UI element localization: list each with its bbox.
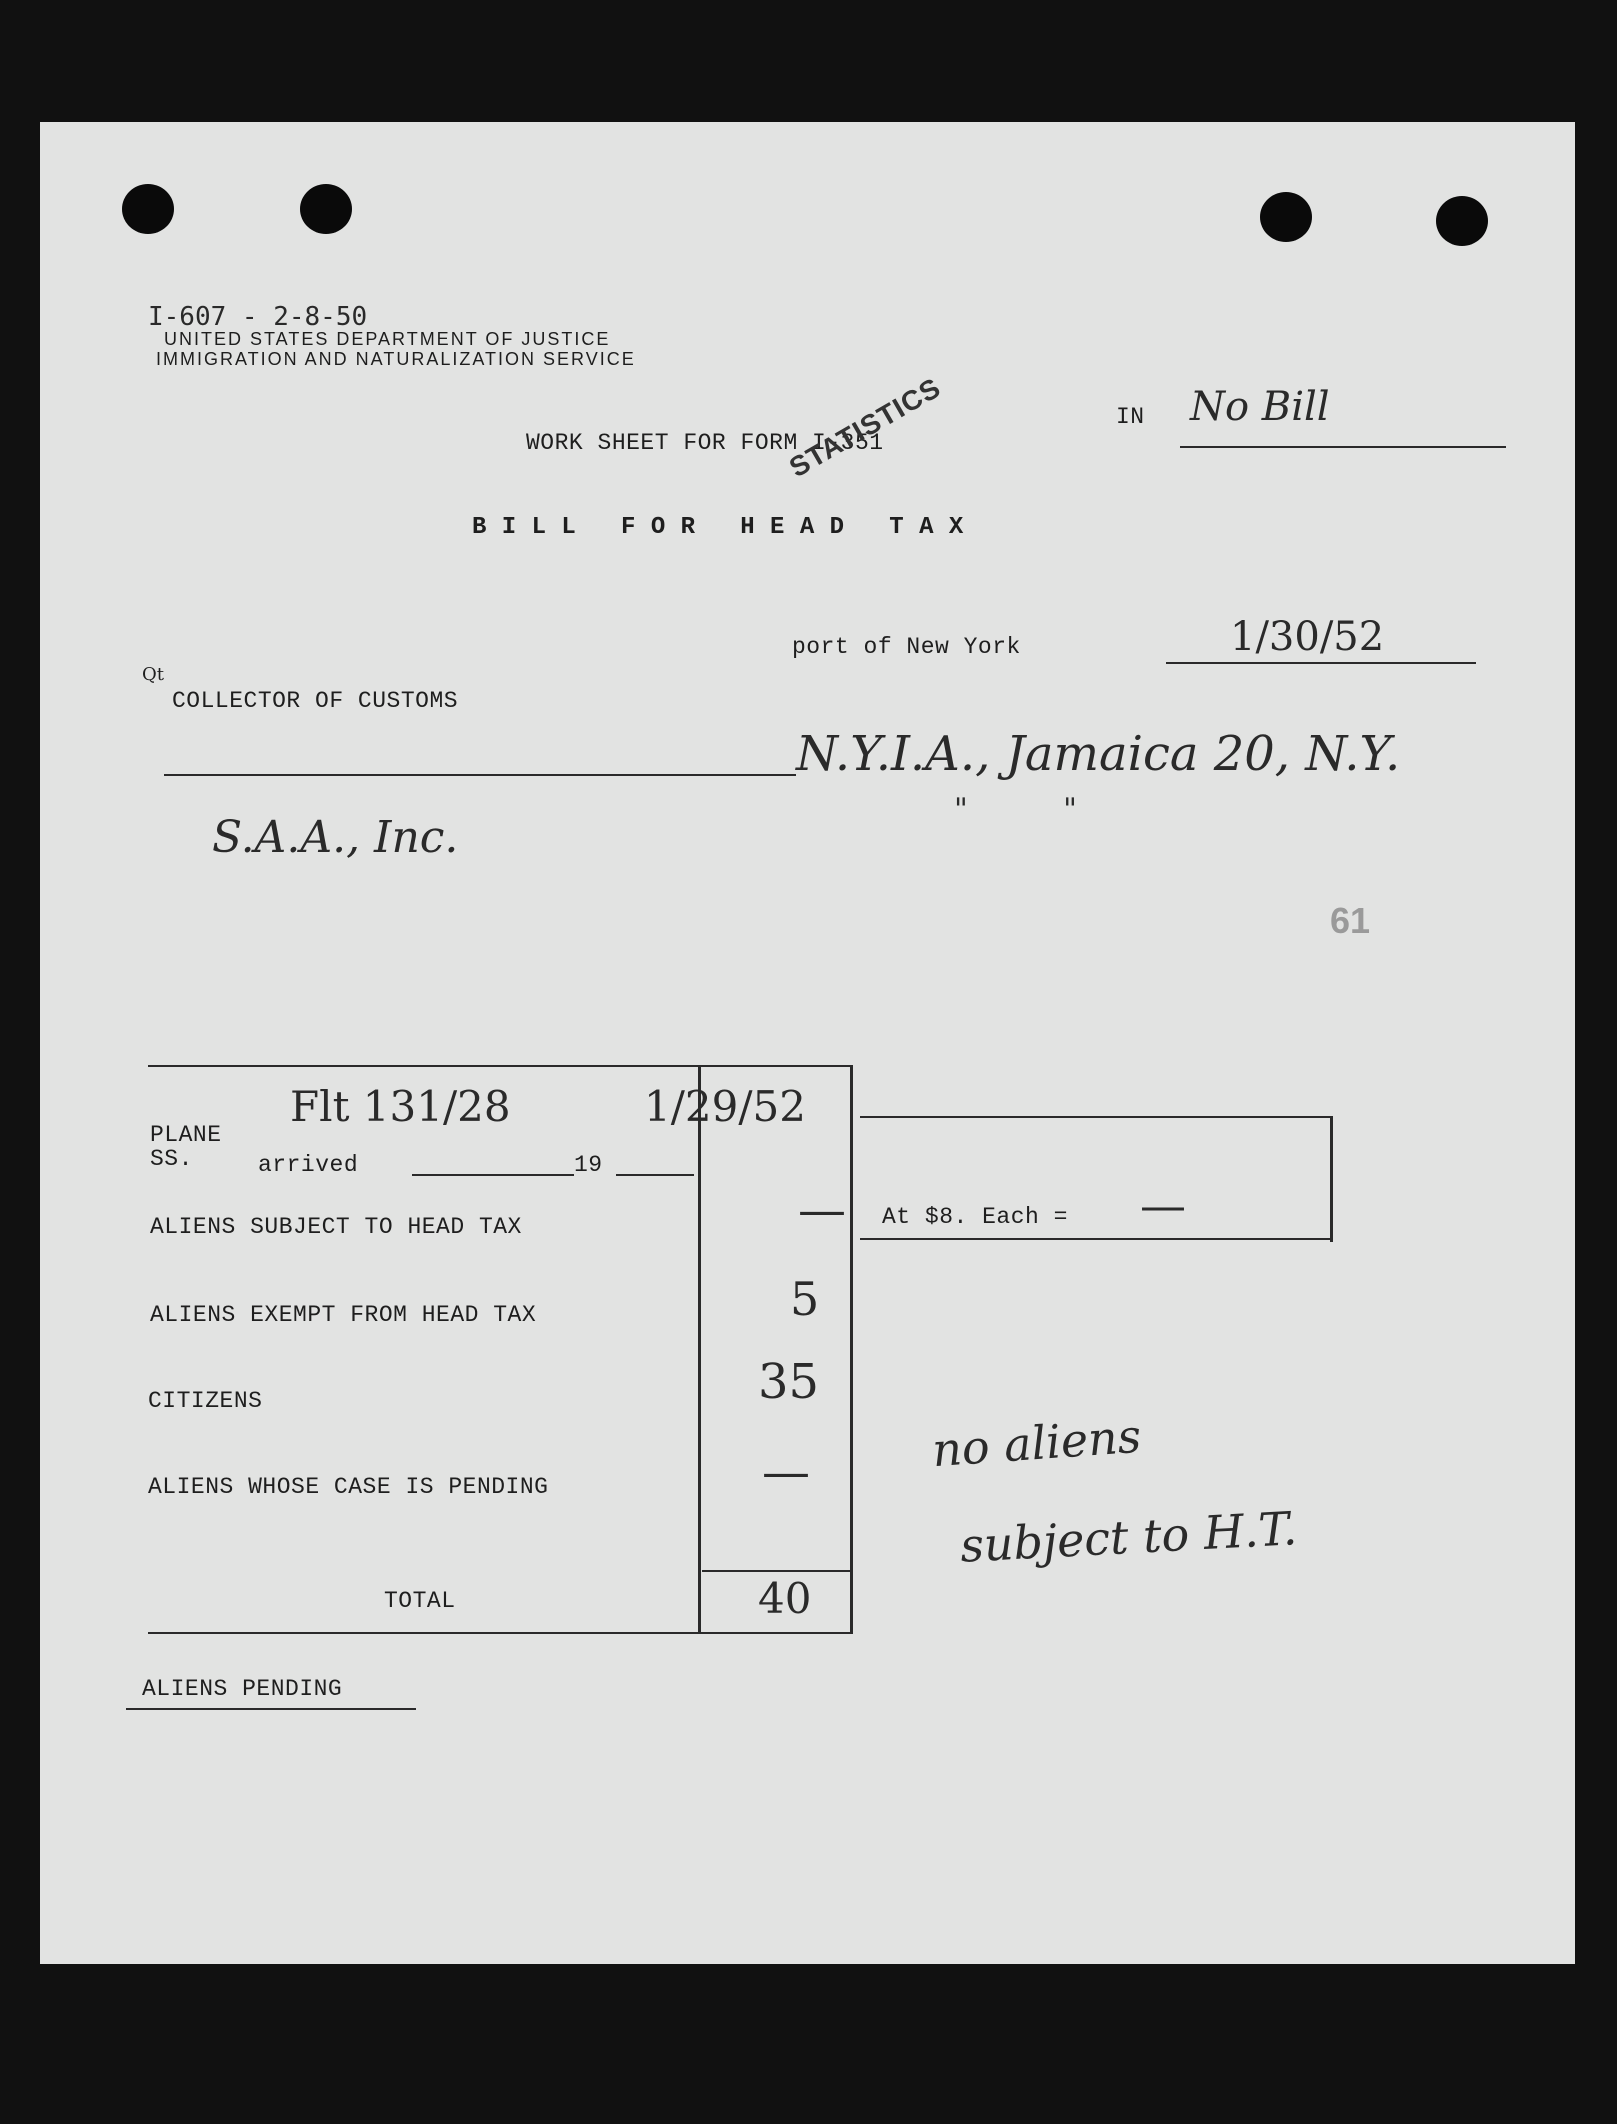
year-underline xyxy=(616,1174,694,1176)
flight-value: Flt 131/28 xyxy=(290,1082,511,1131)
note-line-2: subject to H.T. xyxy=(958,1501,1299,1573)
date-underline xyxy=(1166,662,1476,664)
note-line-1: no aliens xyxy=(930,1408,1143,1478)
plane-label: PLANE xyxy=(150,1122,222,1148)
total-label: TOTAL xyxy=(384,1588,456,1614)
punch-hole xyxy=(300,184,352,234)
in-label: IN xyxy=(1116,404,1145,430)
table-top-border xyxy=(148,1065,852,1067)
collector-label: COLLECTOR OF CUSTOMS xyxy=(172,688,459,714)
arrived-underline xyxy=(412,1174,574,1176)
port-label: port of New York xyxy=(792,634,1021,660)
agency-line-1: UNITED STATES DEPARTMENT OF JUSTICE xyxy=(164,329,611,349)
aliens-pending-underline xyxy=(126,1708,416,1710)
address-underline xyxy=(164,774,796,776)
rate-box-right-border xyxy=(1330,1116,1333,1242)
row-value: — xyxy=(762,1444,810,1500)
worksheet-title: WORK SHEET FOR FORM I-351 xyxy=(526,430,884,456)
aliens-pending-label: ALIENS PENDING xyxy=(142,1676,343,1702)
value-column-left-border xyxy=(698,1065,701,1633)
total-value: 40 xyxy=(758,1574,812,1623)
bill-title: B I L L F O R H E A D T A X xyxy=(472,514,964,541)
date-value: 1/30/52 xyxy=(1230,614,1385,660)
agency-line-2: IMMIGRATION AND NATURALIZATION SERVICE xyxy=(156,349,636,369)
page-number: 61 xyxy=(1330,900,1371,941)
value-column-right-border xyxy=(850,1065,853,1633)
worksheet-page xyxy=(40,122,1575,1964)
carrier-note: S.A.A., Inc. xyxy=(212,812,459,863)
row-label: ALIENS SUBJECT TO HEAD TAX xyxy=(150,1214,522,1240)
row-label: ALIENS WHOSE CASE IS PENDING xyxy=(148,1474,549,1500)
row-value: 5 xyxy=(790,1272,820,1326)
year-label: 19 xyxy=(574,1152,603,1178)
arrival-date: 1/29/52 xyxy=(644,1082,806,1131)
in-underline xyxy=(1180,446,1506,448)
arrived-label: arrived xyxy=(258,1152,359,1178)
row-value: 35 xyxy=(758,1354,820,1410)
table-bottom-border xyxy=(148,1632,853,1634)
airport-note: N.Y.I.A., Jamaica 20, N.Y. xyxy=(796,726,1401,782)
rate-label: At $8. Each = xyxy=(882,1204,1068,1230)
total-separator xyxy=(702,1570,850,1572)
to-mark: Qt xyxy=(142,664,164,685)
punch-hole xyxy=(1260,192,1312,242)
row-label: ALIENS EXEMPT FROM HEAD TAX xyxy=(150,1302,537,1328)
punch-hole xyxy=(1436,196,1488,246)
form-number: I-607 - 2-8-50 xyxy=(148,302,368,332)
statistics-stamp: STATISTICS xyxy=(784,371,947,484)
row-value: — xyxy=(798,1182,846,1238)
ss-label: SS. xyxy=(150,1146,193,1172)
rate-value: — xyxy=(1140,1178,1186,1232)
ditto-marks: " " xyxy=(954,792,1077,827)
in-value: No Bill xyxy=(1190,384,1330,430)
row-label: CITIZENS xyxy=(148,1388,263,1414)
rate-box-bottom-border xyxy=(860,1238,1332,1240)
rate-box-top-border xyxy=(860,1116,1332,1118)
punch-hole xyxy=(122,184,174,234)
